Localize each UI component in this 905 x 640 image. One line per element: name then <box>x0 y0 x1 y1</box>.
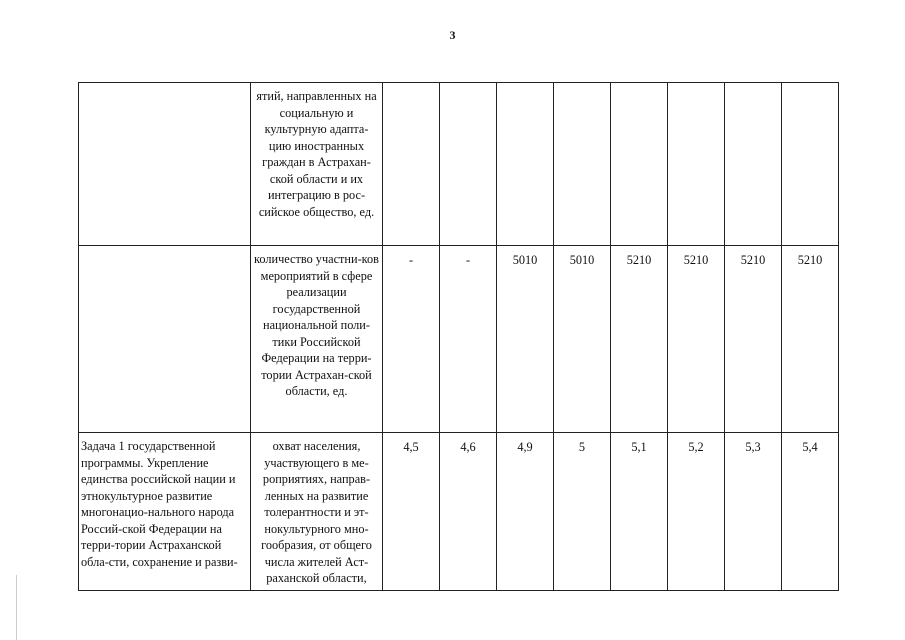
table-row <box>79 433 839 591</box>
value-cell <box>554 83 611 246</box>
value-text: 4,6 <box>460 440 476 454</box>
scan-margin-line <box>16 575 17 640</box>
value-text <box>440 83 496 89</box>
task-text <box>79 246 250 251</box>
value-cell <box>611 433 668 591</box>
task-cell <box>79 433 251 591</box>
value-text: 5010 <box>512 253 538 267</box>
value-cell <box>497 83 554 246</box>
indicator-text: количество участни-ков мероприятий в сфере реализации государственной национальной поли-тики Российской Федерации на терри-тории Астрахан-ской области, ед. <box>254 252 379 398</box>
value-text: 5010 <box>569 253 595 267</box>
value-text <box>668 83 724 89</box>
value-cell <box>725 246 782 433</box>
value-cell <box>554 433 611 591</box>
value-text: 4,5 <box>403 440 419 454</box>
indicator-text: ятий, направленных на социальную и культурную адапта-цию иностранных граждан в Астрахан-ской области и их интеграцию в рос-сийское общество, ед. <box>256 89 377 219</box>
value-cell <box>497 433 554 591</box>
value-cell <box>383 433 440 591</box>
task-text: Задача 1 государственной программы. Укрепление единства российской нации и этнокультурное развитие многонацио-нального народа Россий-ской Федерации на терри-тории Астраханской обла-сти, сохранение и разви- <box>81 439 238 569</box>
value-cell <box>611 83 668 246</box>
page-number: 3 <box>449 28 456 42</box>
indicators-table <box>78 82 839 591</box>
indicator-cell <box>251 246 383 433</box>
value-cell <box>782 246 839 433</box>
value-cell <box>611 246 668 433</box>
value-text: 5210 <box>683 253 709 267</box>
value-cell <box>440 433 497 591</box>
value-text: 5,1 <box>631 440 647 454</box>
task-cell <box>79 246 251 433</box>
value-text: 4,9 <box>517 440 533 454</box>
value-text: 5210 <box>740 253 766 267</box>
value-cell <box>725 433 782 591</box>
indicator-cell <box>251 433 383 591</box>
value-text <box>725 83 781 89</box>
indicator-text: охват населения, участвующего в ме-роприятиях, направ-ленных на развитие толерантности и эт-нокультурного мно-гообразия, от общего числа жителей Аст-раханской области, <box>261 439 372 585</box>
value-cell <box>440 246 497 433</box>
value-cell <box>782 83 839 246</box>
value-text <box>383 83 439 89</box>
value-text <box>554 83 610 89</box>
value-text <box>782 83 838 89</box>
task-cell <box>79 83 251 246</box>
value-text: 5210 <box>626 253 652 267</box>
value-text: 5210 <box>797 253 823 267</box>
value-text: - <box>465 253 471 267</box>
value-cell <box>383 83 440 246</box>
value-cell <box>668 83 725 246</box>
value-text: 5 <box>578 440 586 454</box>
value-text: 5,3 <box>745 440 761 454</box>
value-cell <box>440 83 497 246</box>
value-cell <box>497 246 554 433</box>
table-row <box>79 246 839 433</box>
task-text <box>79 83 250 88</box>
value-cell <box>383 246 440 433</box>
value-cell <box>668 433 725 591</box>
value-text: - <box>408 253 414 267</box>
value-cell <box>725 83 782 246</box>
value-text <box>497 83 553 89</box>
value-cell <box>668 246 725 433</box>
value-text: 5,2 <box>688 440 704 454</box>
value-text <box>611 83 667 89</box>
value-text: 5,4 <box>802 440 818 454</box>
value-cell <box>554 246 611 433</box>
table-row <box>79 83 839 246</box>
indicator-cell <box>251 83 383 246</box>
value-cell <box>782 433 839 591</box>
